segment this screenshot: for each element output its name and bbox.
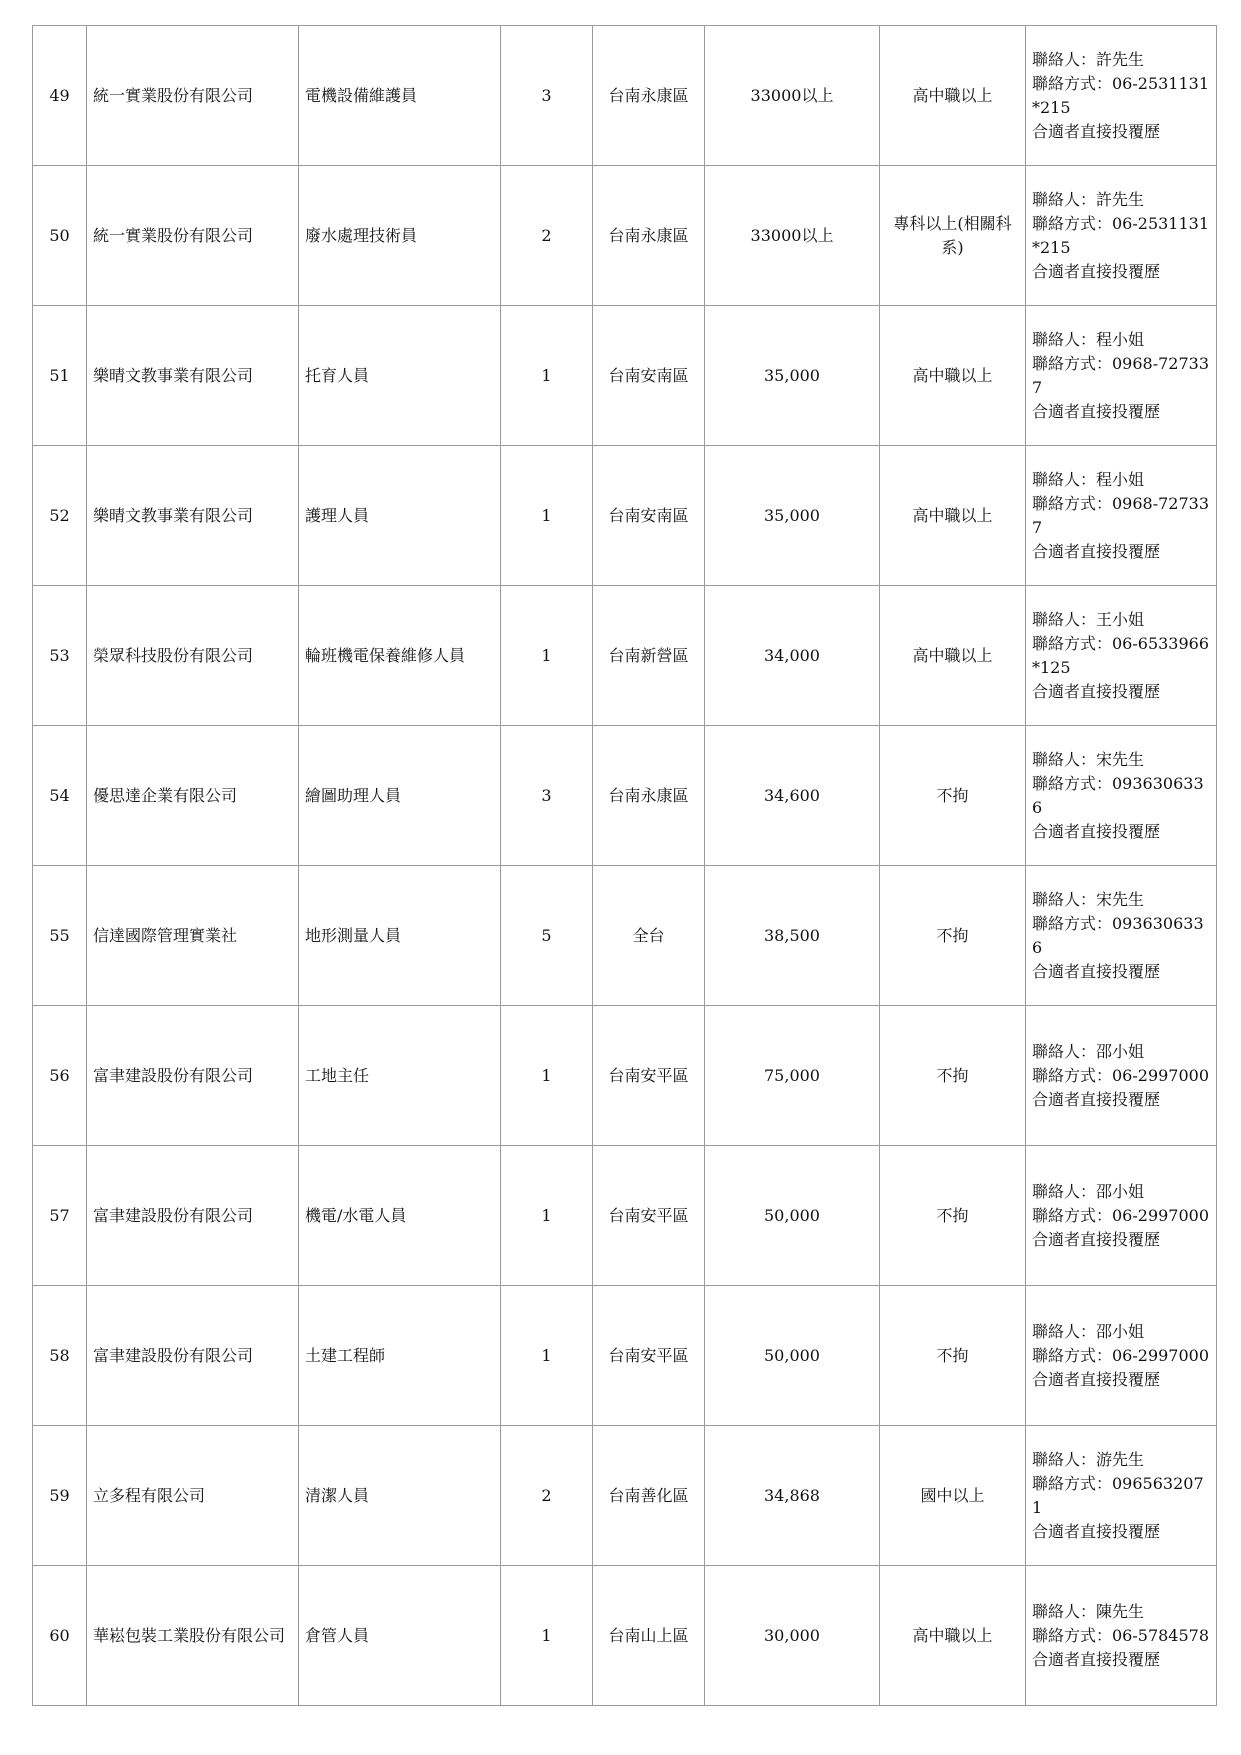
contact-note: 合適者直接投覆歷 bbox=[1032, 261, 1161, 281]
contact-phone: 聯絡方式：0968-727337 bbox=[1032, 353, 1210, 397]
row-number: 53 bbox=[33, 586, 87, 726]
contact-phone: 聯絡方式：0936306336 bbox=[1032, 913, 1204, 957]
openings-count: 1 bbox=[501, 446, 593, 586]
table-row bbox=[33, 1426, 1217, 1566]
table-row bbox=[33, 1286, 1217, 1426]
table-row bbox=[33, 1146, 1217, 1286]
table-row bbox=[33, 26, 1217, 166]
contact-person: 聯絡人：宋先生 bbox=[1032, 889, 1145, 909]
table-row bbox=[33, 1566, 1217, 1706]
company-name: 華崧包裝工業股份有限公司 bbox=[87, 1566, 299, 1706]
row-number: 58 bbox=[33, 1286, 87, 1426]
contact-note: 合適者直接投覆歷 bbox=[1032, 1089, 1161, 1109]
job-listing-body bbox=[33, 26, 1217, 1706]
row-number: 54 bbox=[33, 726, 87, 866]
contact-phone: 聯絡方式：06-2997000 bbox=[1032, 1065, 1210, 1085]
contact-person: 聯絡人：程小姐 bbox=[1032, 469, 1145, 489]
salary: 75,000 bbox=[705, 1006, 880, 1146]
contact-info bbox=[1026, 1566, 1217, 1706]
work-area: 台南安南區 bbox=[593, 306, 705, 446]
education-requirement: 不拘 bbox=[880, 866, 1026, 1006]
education-requirement: 不拘 bbox=[880, 1006, 1026, 1146]
contact-info bbox=[1026, 1146, 1217, 1286]
salary: 33000以上 bbox=[705, 166, 880, 306]
contact-person: 聯絡人：王小姐 bbox=[1032, 609, 1145, 629]
company-name: 富聿建設股份有限公司 bbox=[87, 1006, 299, 1146]
table-row bbox=[33, 586, 1217, 726]
row-number: 51 bbox=[33, 306, 87, 446]
company-name: 樂晴文教事業有限公司 bbox=[87, 446, 299, 586]
salary: 33000以上 bbox=[705, 26, 880, 166]
education-requirement: 國中以上 bbox=[880, 1426, 1026, 1566]
contact-info bbox=[1026, 866, 1217, 1006]
company-name: 立多程有限公司 bbox=[87, 1426, 299, 1566]
contact-note: 合適者直接投覆歷 bbox=[1032, 401, 1161, 421]
contact-note: 合適者直接投覆歷 bbox=[1032, 1521, 1161, 1541]
contact-phone: 聯絡方式：06-2531131*215 bbox=[1032, 213, 1210, 257]
work-area: 全台 bbox=[593, 866, 705, 1006]
job-title: 機電/水電人員 bbox=[299, 1146, 501, 1286]
contact-person: 聯絡人：許先生 bbox=[1032, 189, 1145, 209]
contact-note: 合適者直接投覆歷 bbox=[1032, 821, 1161, 841]
contact-person: 聯絡人：許先生 bbox=[1032, 49, 1145, 69]
job-title: 清潔人員 bbox=[299, 1426, 501, 1566]
salary: 38,500 bbox=[705, 866, 880, 1006]
job-listing-table bbox=[32, 25, 1217, 1706]
work-area: 台南安平區 bbox=[593, 1006, 705, 1146]
openings-count: 3 bbox=[501, 26, 593, 166]
job-title: 廢水處理技術員 bbox=[299, 166, 501, 306]
contact-info bbox=[1026, 306, 1217, 446]
salary: 35,000 bbox=[705, 306, 880, 446]
contact-phone: 聯絡方式：06-2997000 bbox=[1032, 1345, 1210, 1365]
contact-phone: 聯絡方式：0965632071 bbox=[1032, 1473, 1204, 1517]
work-area: 台南安平區 bbox=[593, 1286, 705, 1426]
table-row bbox=[33, 446, 1217, 586]
openings-count: 5 bbox=[501, 866, 593, 1006]
job-title: 托育人員 bbox=[299, 306, 501, 446]
job-title: 護理人員 bbox=[299, 446, 501, 586]
work-area: 台南安平區 bbox=[593, 1146, 705, 1286]
contact-info bbox=[1026, 1286, 1217, 1426]
contact-note: 合適者直接投覆歷 bbox=[1032, 541, 1161, 561]
job-title: 繪圖助理人員 bbox=[299, 726, 501, 866]
education-requirement: 不拘 bbox=[880, 726, 1026, 866]
row-number: 49 bbox=[33, 26, 87, 166]
row-number: 56 bbox=[33, 1006, 87, 1146]
salary: 50,000 bbox=[705, 1146, 880, 1286]
contact-phone: 聯絡方式：06-5784578 bbox=[1032, 1625, 1210, 1645]
contact-note: 合適者直接投覆歷 bbox=[1032, 1229, 1161, 1249]
education-requirement: 不拘 bbox=[880, 1286, 1026, 1426]
row-number: 52 bbox=[33, 446, 87, 586]
education-requirement: 高中職以上 bbox=[880, 26, 1026, 166]
contact-note: 合適者直接投覆歷 bbox=[1032, 121, 1161, 141]
company-name: 榮眾科技股份有限公司 bbox=[87, 586, 299, 726]
education-requirement: 高中職以上 bbox=[880, 586, 1026, 726]
contact-phone: 聯絡方式：06-6533966*125 bbox=[1032, 633, 1210, 677]
openings-count: 1 bbox=[501, 1006, 593, 1146]
openings-count: 1 bbox=[501, 1146, 593, 1286]
openings-count: 1 bbox=[501, 1566, 593, 1706]
education-requirement: 高中職以上 bbox=[880, 306, 1026, 446]
openings-count: 2 bbox=[501, 166, 593, 306]
row-number: 55 bbox=[33, 866, 87, 1006]
work-area: 台南永康區 bbox=[593, 26, 705, 166]
table-row bbox=[33, 166, 1217, 306]
table-row bbox=[33, 866, 1217, 1006]
contact-note: 合適者直接投覆歷 bbox=[1032, 1369, 1161, 1389]
salary: 50,000 bbox=[705, 1286, 880, 1426]
company-name: 優思達企業有限公司 bbox=[87, 726, 299, 866]
work-area: 台南永康區 bbox=[593, 726, 705, 866]
row-number: 60 bbox=[33, 1566, 87, 1706]
contact-info bbox=[1026, 26, 1217, 166]
contact-info bbox=[1026, 726, 1217, 866]
work-area: 台南安南區 bbox=[593, 446, 705, 586]
table-row bbox=[33, 1006, 1217, 1146]
contact-person: 聯絡人：宋先生 bbox=[1032, 749, 1145, 769]
salary: 30,000 bbox=[705, 1566, 880, 1706]
contact-person: 聯絡人：程小姐 bbox=[1032, 329, 1145, 349]
openings-count: 1 bbox=[501, 586, 593, 726]
contact-info bbox=[1026, 586, 1217, 726]
company-name: 富聿建設股份有限公司 bbox=[87, 1286, 299, 1426]
contact-phone: 聯絡方式：06-2531131*215 bbox=[1032, 73, 1210, 117]
contact-info bbox=[1026, 166, 1217, 306]
row-number: 50 bbox=[33, 166, 87, 306]
openings-count: 3 bbox=[501, 726, 593, 866]
salary: 35,000 bbox=[705, 446, 880, 586]
contact-note: 合適者直接投覆歷 bbox=[1032, 681, 1161, 701]
job-title: 輪班機電保養維修人員 bbox=[299, 586, 501, 726]
row-number: 57 bbox=[33, 1146, 87, 1286]
contact-person: 聯絡人：游先生 bbox=[1032, 1449, 1145, 1469]
job-title: 倉管人員 bbox=[299, 1566, 501, 1706]
contact-person: 聯絡人：陳先生 bbox=[1032, 1601, 1145, 1621]
salary: 34,600 bbox=[705, 726, 880, 866]
education-requirement: 高中職以上 bbox=[880, 1566, 1026, 1706]
contact-phone: 聯絡方式：0968-727337 bbox=[1032, 493, 1210, 537]
work-area: 台南善化區 bbox=[593, 1426, 705, 1566]
openings-count: 1 bbox=[501, 1286, 593, 1426]
contact-person: 聯絡人：邵小姐 bbox=[1032, 1041, 1145, 1061]
salary: 34,868 bbox=[705, 1426, 880, 1566]
company-name: 統一實業股份有限公司 bbox=[87, 166, 299, 306]
work-area: 台南山上區 bbox=[593, 1566, 705, 1706]
company-name: 信達國際管理實業社 bbox=[87, 866, 299, 1006]
openings-count: 1 bbox=[501, 306, 593, 446]
table-row bbox=[33, 306, 1217, 446]
contact-note: 合適者直接投覆歷 bbox=[1032, 1649, 1161, 1669]
company-name: 統一實業股份有限公司 bbox=[87, 26, 299, 166]
education-requirement: 高中職以上 bbox=[880, 446, 1026, 586]
openings-count: 2 bbox=[501, 1426, 593, 1566]
contact-note: 合適者直接投覆歷 bbox=[1032, 961, 1161, 981]
row-number: 59 bbox=[33, 1426, 87, 1566]
contact-info bbox=[1026, 1426, 1217, 1566]
contact-person: 聯絡人：邵小姐 bbox=[1032, 1181, 1145, 1201]
contact-info bbox=[1026, 1006, 1217, 1146]
job-title: 土建工程師 bbox=[299, 1286, 501, 1426]
contact-person: 聯絡人：邵小姐 bbox=[1032, 1321, 1145, 1341]
company-name: 樂晴文教事業有限公司 bbox=[87, 306, 299, 446]
job-title: 電機設備維護員 bbox=[299, 26, 501, 166]
contact-info bbox=[1026, 446, 1217, 586]
company-name: 富聿建設股份有限公司 bbox=[87, 1146, 299, 1286]
work-area: 台南新營區 bbox=[593, 586, 705, 726]
education-requirement: 不拘 bbox=[880, 1146, 1026, 1286]
job-title: 工地主任 bbox=[299, 1006, 501, 1146]
table-row bbox=[33, 726, 1217, 866]
contact-phone: 聯絡方式：06-2997000 bbox=[1032, 1205, 1210, 1225]
contact-phone: 聯絡方式：0936306336 bbox=[1032, 773, 1204, 817]
salary: 34,000 bbox=[705, 586, 880, 726]
work-area: 台南永康區 bbox=[593, 166, 705, 306]
education-requirement: 專科以上(相關科系) bbox=[880, 166, 1026, 306]
job-title: 地形測量人員 bbox=[299, 866, 501, 1006]
